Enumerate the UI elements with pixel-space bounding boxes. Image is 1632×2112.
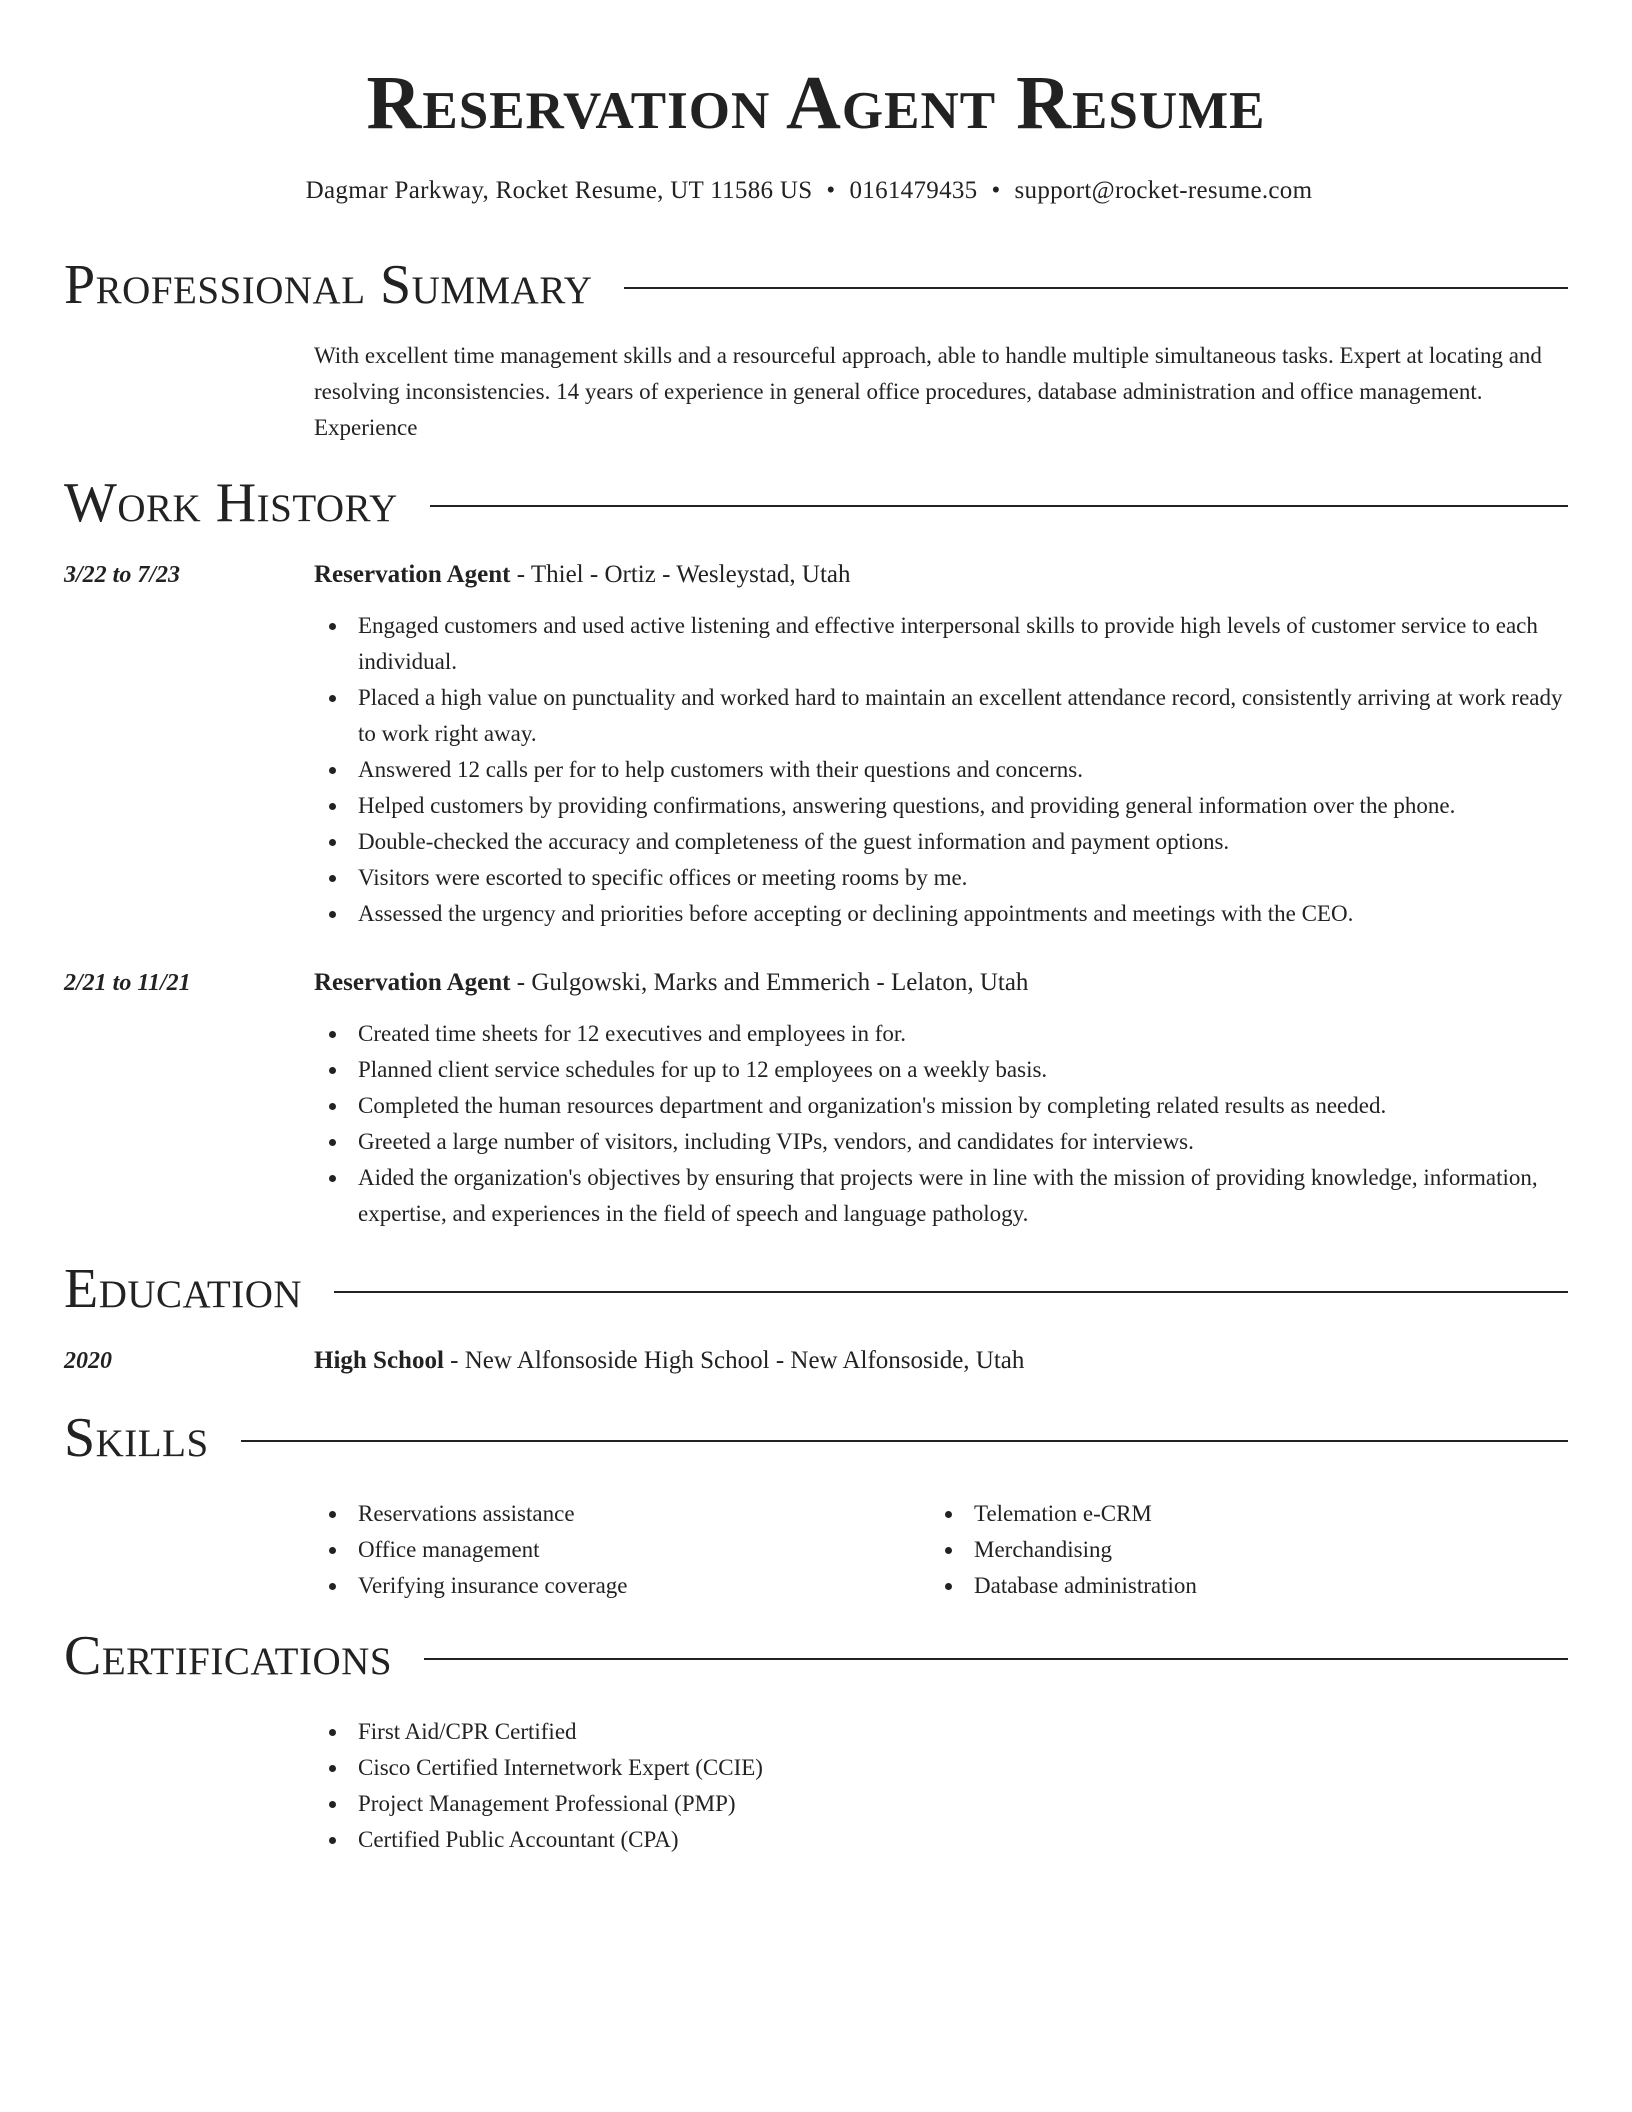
section-title: Professional Summary xyxy=(64,254,593,316)
education-details: - New Alfonsoside High School - New Alfonsoside, Utah xyxy=(443,1347,1025,1374)
section-title: Skills xyxy=(64,1407,209,1469)
degree: High School xyxy=(314,1347,444,1374)
section-divider xyxy=(424,1658,1568,1660)
contact-line xyxy=(0,174,1618,208)
job-details: - Thiel - Ortiz - Wesleystad, Utah xyxy=(510,561,851,588)
skills-list-right xyxy=(930,1496,1632,1604)
section-title: Work History xyxy=(64,472,398,534)
list-item: Greeted a large number of visitors, including VIPs, vendors, and candidates for interviews. xyxy=(314,1124,1568,1160)
list-item: Project Management Professional (PMP) xyxy=(314,1786,1568,1822)
list-item: Answered 12 calls per for to help customers with their questions and concerns. xyxy=(314,752,1568,788)
contact-address: Dagmar Parkway, Rocket Resume, UT 11586 US xyxy=(305,177,813,204)
section-header-certifications xyxy=(64,1623,1568,1689)
section-header-education xyxy=(64,1256,1568,1322)
summary-text: With excellent time management skills and a resourceful approach, able to handle multiple simultaneous tasks. Expert at locating and resolving inconsistencies. 14 years of experience in general office procedures, database administration and office management. Experience xyxy=(314,343,1542,440)
section-divider xyxy=(430,505,1568,507)
list-item: Planned client service schedules for up to 12 employees on a weekly basis. xyxy=(314,1052,1568,1088)
list-item: Created time sheets for 12 executives and employees in for. xyxy=(314,1016,1568,1052)
list-item: Visitors were escorted to specific offices or meeting rooms by me. xyxy=(314,860,1568,896)
list-item: Database administration xyxy=(930,1568,1632,1604)
section-header-summary xyxy=(64,252,1568,318)
job-bullet-list xyxy=(314,1016,1568,1232)
education-line xyxy=(314,1344,1024,1378)
list-item: Completed the human resources department and organization's mission by completing related results as needed. xyxy=(314,1088,1568,1124)
list-item: Telemation e-CRM xyxy=(930,1496,1632,1532)
job-title-line xyxy=(314,966,1028,1000)
section-divider xyxy=(241,1440,1568,1442)
job-title-line xyxy=(314,558,851,592)
education-year: 2020 xyxy=(64,1348,112,1374)
list-item: Merchandising xyxy=(930,1532,1632,1568)
list-item: Helped customers by providing confirmations, answering questions, and providing general information over the phone. xyxy=(314,788,1568,824)
section-divider xyxy=(624,287,1568,289)
list-item: Engaged customers and used active listening and effective interpersonal skills to provide high levels of customer service to each individual. xyxy=(314,608,1568,680)
list-item: Aided the organization's objectives by ensuring that projects were in line with the mission of providing knowledge, information, expertise, and experiences in the field of speech and language pathology. xyxy=(314,1160,1568,1232)
list-item: Cisco Certified Internetwork Expert (CCIE) xyxy=(314,1750,1568,1786)
list-item: Verifying insurance coverage xyxy=(314,1568,1568,1604)
contact-separator: • xyxy=(991,177,1001,204)
list-item: Reservations assistance xyxy=(314,1496,1568,1532)
section-title: Certifications xyxy=(64,1625,393,1687)
list-item: Certified Public Accountant (CPA) xyxy=(314,1822,1568,1858)
contact-separator: • xyxy=(826,177,836,204)
job-dates: 3/22 to 7/23 xyxy=(64,562,181,588)
contact-phone: 0161479435 xyxy=(849,177,978,204)
page-title: Reservation Agent Resume xyxy=(366,61,1266,145)
section-title: Education xyxy=(64,1258,303,1320)
list-item: Office management xyxy=(314,1532,1568,1568)
section-header-work-history xyxy=(64,470,1568,536)
certifications-list xyxy=(314,1714,1568,1858)
job-dates: 2/21 to 11/21 xyxy=(64,970,191,996)
list-item: Placed a high value on punctuality and worked hard to maintain an excellent attendance record, consistently arriving at work ready to work right away. xyxy=(314,680,1568,752)
job-details: - Gulgowski, Marks and Emmerich - Lelaton, Utah xyxy=(510,969,1029,996)
list-item: Double-checked the accuracy and completeness of the guest information and payment options. xyxy=(314,824,1568,860)
job-bullet-list xyxy=(314,608,1568,932)
section-header-skills xyxy=(64,1405,1568,1471)
section-divider xyxy=(334,1291,1568,1293)
job-title: Reservation Agent xyxy=(314,969,511,996)
contact-email[interactable]: support@rocket-resume.com xyxy=(1014,177,1313,204)
list-item: First Aid/CPR Certified xyxy=(314,1714,1568,1750)
job-title: Reservation Agent xyxy=(314,561,511,588)
list-item: Assessed the urgency and priorities before accepting or declining appointments and meetings with the CEO. xyxy=(314,896,1568,932)
